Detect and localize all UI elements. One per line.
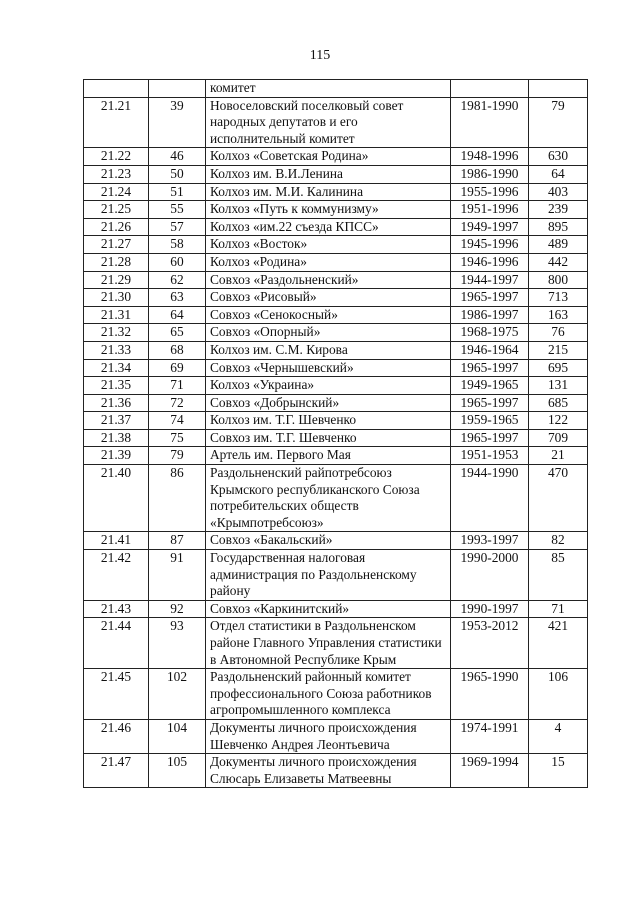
file-count-cell: 215 bbox=[529, 341, 588, 359]
file-count-cell: 106 bbox=[529, 669, 588, 720]
table-row bbox=[84, 183, 588, 201]
date-range-cell: 1986-1997 bbox=[451, 306, 529, 324]
fund-name-cell: Совхоз «Каркинитский» bbox=[206, 600, 451, 618]
row-number-cell: 21.46 bbox=[84, 719, 149, 753]
row-number-cell: 21.41 bbox=[84, 532, 149, 550]
date-range-cell: 1946-1996 bbox=[451, 253, 529, 271]
fund-name-cell: Совхоз «Раздольненский» bbox=[206, 271, 451, 289]
date-range-cell: 1946-1964 bbox=[451, 341, 529, 359]
fund-number-cell: 104 bbox=[149, 719, 206, 753]
row-number-cell: 21.45 bbox=[84, 669, 149, 720]
fund-name-cell: Совхоз «Опорный» bbox=[206, 324, 451, 342]
table-row bbox=[84, 429, 588, 447]
date-range-cell: 1965-1997 bbox=[451, 429, 529, 447]
file-count-cell: 122 bbox=[529, 412, 588, 430]
table-row bbox=[84, 236, 588, 254]
table-row bbox=[84, 289, 588, 307]
file-count-cell: 489 bbox=[529, 236, 588, 254]
row-number-cell: 21.31 bbox=[84, 306, 149, 324]
row-number-cell: 21.27 bbox=[84, 236, 149, 254]
archive-fund-table bbox=[83, 79, 588, 788]
fund-name-cell: Раздольненский районный комитет профессионального Союза работников агропромышленного комплекса bbox=[206, 669, 451, 720]
table-row bbox=[84, 550, 588, 601]
table-row bbox=[84, 359, 588, 377]
fund-name-cell: Раздольненский райпотребсоюз Крымского республиканского Союза потребительских обществ «Крымпотребсоюз» bbox=[206, 465, 451, 532]
file-count-cell: 71 bbox=[529, 600, 588, 618]
fund-number-cell: 65 bbox=[149, 324, 206, 342]
file-count-cell: 713 bbox=[529, 289, 588, 307]
fund-name-cell: Совхоз им. Т.Г. Шевченко bbox=[206, 429, 451, 447]
table-row bbox=[84, 218, 588, 236]
fund-number-cell: 64 bbox=[149, 306, 206, 324]
table-row bbox=[84, 341, 588, 359]
fund-name-cell: Колхоз «Родина» bbox=[206, 253, 451, 271]
fund-number-cell: 55 bbox=[149, 201, 206, 219]
table-row bbox=[84, 754, 588, 788]
date-range-cell: 1968-1975 bbox=[451, 324, 529, 342]
table-row bbox=[84, 165, 588, 183]
fund-number-cell: 79 bbox=[149, 447, 206, 465]
fund-name-cell: Совхоз «Чернышевский» bbox=[206, 359, 451, 377]
row-number-cell: 21.38 bbox=[84, 429, 149, 447]
row-number-cell: 21.42 bbox=[84, 550, 149, 601]
date-range-cell bbox=[451, 80, 529, 98]
date-range-cell: 1981-1990 bbox=[451, 97, 529, 148]
date-range-cell: 1990-2000 bbox=[451, 550, 529, 601]
row-number-cell: 21.43 bbox=[84, 600, 149, 618]
fund-number-cell: 91 bbox=[149, 550, 206, 601]
table-row bbox=[84, 306, 588, 324]
fund-name-cell: Совхоз «Бакальский» bbox=[206, 532, 451, 550]
file-count-cell: 421 bbox=[529, 618, 588, 669]
fund-number-cell: 63 bbox=[149, 289, 206, 307]
fund-number-cell: 93 bbox=[149, 618, 206, 669]
date-range-cell: 1993-1997 bbox=[451, 532, 529, 550]
fund-name-cell: Новоселовский поселковый совет народных депутатов и его исполнительный комитет bbox=[206, 97, 451, 148]
file-count-cell: 685 bbox=[529, 394, 588, 412]
file-count-cell: 442 bbox=[529, 253, 588, 271]
date-range-cell: 1959-1965 bbox=[451, 412, 529, 430]
table-row bbox=[84, 324, 588, 342]
table-row bbox=[84, 253, 588, 271]
date-range-cell: 1944-1997 bbox=[451, 271, 529, 289]
table-row bbox=[84, 80, 588, 98]
fund-number-cell: 74 bbox=[149, 412, 206, 430]
row-number-cell: 21.28 bbox=[84, 253, 149, 271]
table-row bbox=[84, 412, 588, 430]
date-range-cell: 1986-1990 bbox=[451, 165, 529, 183]
row-number-cell: 21.34 bbox=[84, 359, 149, 377]
date-range-cell: 1965-1997 bbox=[451, 359, 529, 377]
file-count-cell: 163 bbox=[529, 306, 588, 324]
date-range-cell: 1965-1997 bbox=[451, 289, 529, 307]
fund-number-cell: 39 bbox=[149, 97, 206, 148]
file-count-cell: 895 bbox=[529, 218, 588, 236]
row-number-cell: 21.33 bbox=[84, 341, 149, 359]
table-row bbox=[84, 618, 588, 669]
fund-number-cell bbox=[149, 80, 206, 98]
fund-number-cell: 50 bbox=[149, 165, 206, 183]
table-row bbox=[84, 394, 588, 412]
table-body bbox=[84, 80, 588, 788]
fund-name-cell: Колхоз «им.22 съезда КПСС» bbox=[206, 218, 451, 236]
fund-number-cell: 71 bbox=[149, 377, 206, 395]
file-count-cell: 4 bbox=[529, 719, 588, 753]
fund-name-cell: Колхоз «Восток» bbox=[206, 236, 451, 254]
file-count-cell: 131 bbox=[529, 377, 588, 395]
fund-number-cell: 51 bbox=[149, 183, 206, 201]
row-number-cell: 21.26 bbox=[84, 218, 149, 236]
file-count-cell: 239 bbox=[529, 201, 588, 219]
fund-number-cell: 46 bbox=[149, 148, 206, 166]
file-count-cell: 76 bbox=[529, 324, 588, 342]
fund-number-cell: 69 bbox=[149, 359, 206, 377]
table-row bbox=[84, 465, 588, 532]
page-number: 115 bbox=[309, 48, 331, 63]
row-number-cell bbox=[84, 80, 149, 98]
table-row bbox=[84, 201, 588, 219]
date-range-cell: 1990-1997 bbox=[451, 600, 529, 618]
file-count-cell: 85 bbox=[529, 550, 588, 601]
row-number-cell: 21.39 bbox=[84, 447, 149, 465]
date-range-cell: 1955-1996 bbox=[451, 183, 529, 201]
fund-name-cell: Колхоз «Советская Родина» bbox=[206, 148, 451, 166]
row-number-cell: 21.22 bbox=[84, 148, 149, 166]
fund-number-cell: 58 bbox=[149, 236, 206, 254]
fund-name-cell: Колхоз им. М.И. Калинина bbox=[206, 183, 451, 201]
fund-number-cell: 57 bbox=[149, 218, 206, 236]
fund-name-cell: Совхоз «Добрынский» bbox=[206, 394, 451, 412]
table-row bbox=[84, 97, 588, 148]
fund-number-cell: 60 bbox=[149, 253, 206, 271]
fund-name-cell: Колхоз «Путь к коммунизму» bbox=[206, 201, 451, 219]
row-number-cell: 21.25 bbox=[84, 201, 149, 219]
fund-name-cell: Колхоз им. Т.Г. Шевченко bbox=[206, 412, 451, 430]
fund-number-cell: 75 bbox=[149, 429, 206, 447]
fund-name-cell: Совхоз «Рисовый» bbox=[206, 289, 451, 307]
row-number-cell: 21.36 bbox=[84, 394, 149, 412]
date-range-cell: 1945-1996 bbox=[451, 236, 529, 254]
fund-name-cell: Документы личного происхождения Шевченко Андрея Леонтьевича bbox=[206, 719, 451, 753]
file-count-cell: 15 bbox=[529, 754, 588, 788]
fund-name-cell: Отдел статистики в Раздольненском районе Главного Управления статистики в Автономной Республике Крым bbox=[206, 618, 451, 669]
fund-number-cell: 92 bbox=[149, 600, 206, 618]
fund-number-cell: 105 bbox=[149, 754, 206, 788]
fund-name-cell: Колхоз «Украина» bbox=[206, 377, 451, 395]
row-number-cell: 21.40 bbox=[84, 465, 149, 532]
fund-number-cell: 86 bbox=[149, 465, 206, 532]
table-row bbox=[84, 532, 588, 550]
fund-number-cell: 102 bbox=[149, 669, 206, 720]
fund-name-cell: комитет bbox=[206, 80, 451, 98]
date-range-cell: 1965-1990 bbox=[451, 669, 529, 720]
fund-name-cell: Артель им. Первого Мая bbox=[206, 447, 451, 465]
file-count-cell: 21 bbox=[529, 447, 588, 465]
file-count-cell: 64 bbox=[529, 165, 588, 183]
date-range-cell: 1944-1990 bbox=[451, 465, 529, 532]
fund-name-cell: Документы личного происхождения Слюсарь Елизаветы Матвеевны bbox=[206, 754, 451, 788]
fund-name-cell: Колхоз им. В.И.Ленина bbox=[206, 165, 451, 183]
table-row bbox=[84, 447, 588, 465]
fund-number-cell: 68 bbox=[149, 341, 206, 359]
fund-name-cell: Совхоз «Сенокосный» bbox=[206, 306, 451, 324]
row-number-cell: 21.37 bbox=[84, 412, 149, 430]
file-count-cell: 403 bbox=[529, 183, 588, 201]
fund-number-cell: 87 bbox=[149, 532, 206, 550]
row-number-cell: 21.30 bbox=[84, 289, 149, 307]
file-count-cell: 630 bbox=[529, 148, 588, 166]
table-row bbox=[84, 377, 588, 395]
row-number-cell: 21.44 bbox=[84, 618, 149, 669]
file-count-cell: 709 bbox=[529, 429, 588, 447]
date-range-cell: 1951-1953 bbox=[451, 447, 529, 465]
file-count-cell: 79 bbox=[529, 97, 588, 148]
fund-name-cell: Государственная налоговая администрация по Раздольненскому району bbox=[206, 550, 451, 601]
date-range-cell: 1965-1997 bbox=[451, 394, 529, 412]
fund-name-cell: Колхоз им. С.М. Кирова bbox=[206, 341, 451, 359]
row-number-cell: 21.29 bbox=[84, 271, 149, 289]
date-range-cell: 1974-1991 bbox=[451, 719, 529, 753]
fund-number-cell: 62 bbox=[149, 271, 206, 289]
file-count-cell: 470 bbox=[529, 465, 588, 532]
row-number-cell: 21.47 bbox=[84, 754, 149, 788]
row-number-cell: 21.35 bbox=[84, 377, 149, 395]
date-range-cell: 1969-1994 bbox=[451, 754, 529, 788]
date-range-cell: 1951-1996 bbox=[451, 201, 529, 219]
file-count-cell bbox=[529, 80, 588, 98]
date-range-cell: 1948-1996 bbox=[451, 148, 529, 166]
row-number-cell: 21.23 bbox=[84, 165, 149, 183]
row-number-cell: 21.32 bbox=[84, 324, 149, 342]
table-row bbox=[84, 271, 588, 289]
fund-number-cell: 72 bbox=[149, 394, 206, 412]
row-number-cell: 21.24 bbox=[84, 183, 149, 201]
file-count-cell: 800 bbox=[529, 271, 588, 289]
date-range-cell: 1953-2012 bbox=[451, 618, 529, 669]
date-range-cell: 1949-1965 bbox=[451, 377, 529, 395]
table-row bbox=[84, 669, 588, 720]
file-count-cell: 82 bbox=[529, 532, 588, 550]
table-row bbox=[84, 148, 588, 166]
file-count-cell: 695 bbox=[529, 359, 588, 377]
table-row bbox=[84, 600, 588, 618]
table-row bbox=[84, 719, 588, 753]
row-number-cell: 21.21 bbox=[84, 97, 149, 148]
date-range-cell: 1949-1997 bbox=[451, 218, 529, 236]
